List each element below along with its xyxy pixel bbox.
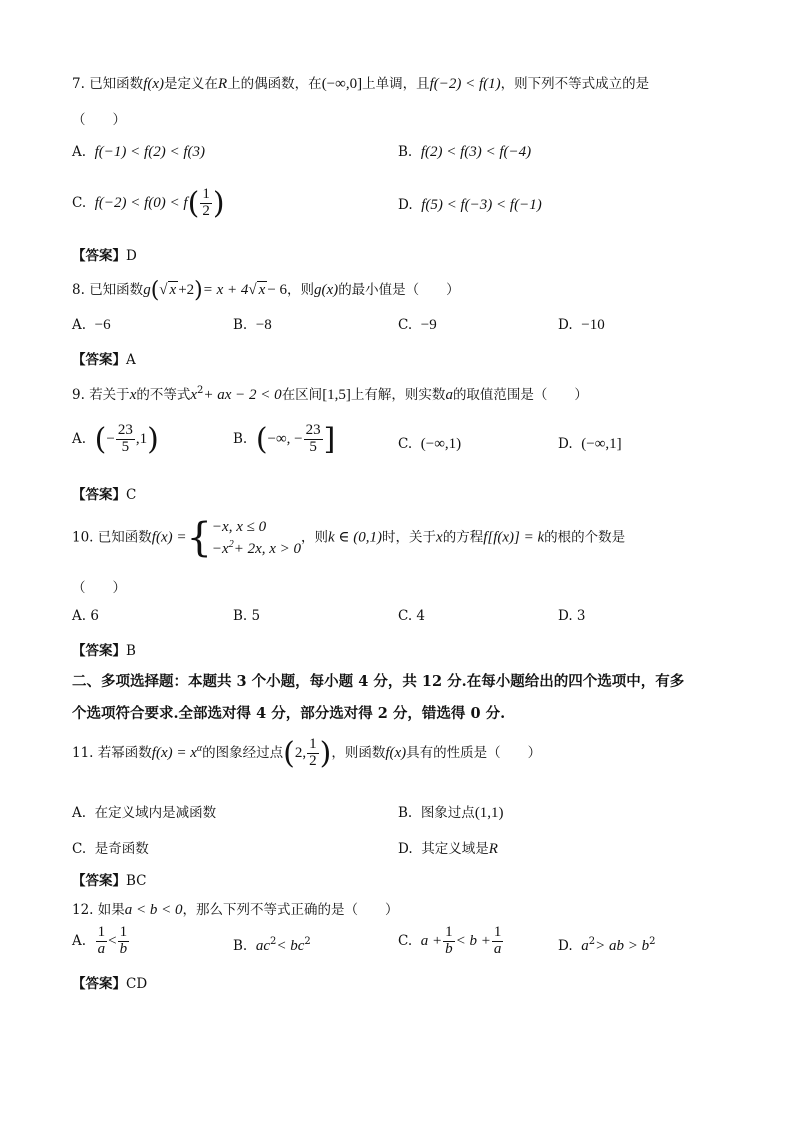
q12-option-a: A. $\frac{1}{a}$ < $\frac{1}{b}$ [72, 924, 128, 957]
q11-answer: 【答案】BC [72, 873, 147, 889]
q12-option-b: B. $ac^2< bc^2$ [233, 936, 311, 954]
section-2-heading-line1: 二、多项选择题：本题共 3 个小题，每小题 4 分，共 12 分.在每小题给出的四个选项中，有多 [72, 673, 685, 690]
q11-option-b: B. 图象过点(1,1) [398, 805, 504, 821]
q9-option-b: B. (−∞, − $\frac{23}{5}$ ] [233, 422, 336, 457]
q12-stem: 12. 如果a < b < 0，那么下列不等式正确的是（ ） [72, 902, 399, 918]
q7-stem: 7. 已知函数f(x)是定义在R上的偶函数，在(−∞,0]上单调，且f(−2) < f(1)，则下列不等式成立的是 [72, 76, 650, 92]
q11-option-d: D. 其定义域是R [398, 841, 498, 857]
q7-option-d: D. f(5) < f(−3) < f(−1) [398, 197, 542, 213]
q10-stem: 10. 已知函数f(x) ={ −x, x ≤ 0 $-x^2+ 2x$, x > 0 ，则k ∈ (0,1)时，关于x的方程f[f(x)] = k的根的个数是 [72, 515, 626, 561]
q8-option-a: A. −6 [72, 317, 111, 333]
q12-option-d: D. $a^2>$ ab > $b^2$ [558, 936, 656, 954]
q9-option-d: D. (−∞,1] [558, 436, 622, 452]
q12-option-c: C. a + $\frac{1}{b}$ < b + $\frac{1}{a}$ [398, 924, 502, 957]
q10-option-a: A. 6 [72, 608, 99, 624]
q9-option-a: A. (− $\frac{23}{5}$ ,1) [72, 422, 159, 457]
q12-answer: 【答案】CD [72, 976, 148, 992]
q11-stem: 11. 若幂函数$f(x) = x^\alpha$的图象经过点(2, $\frac{1}{2}$ )，则函数f(x)具有的性质是（ ） [72, 736, 542, 771]
q7-paren: （ ） [72, 112, 126, 128]
q7-option-a: A. f(−1) < f(2) < f(3) [72, 144, 205, 160]
q10-option-d: D. 3 [558, 608, 586, 624]
section-2-heading-line2: 个选项符合要求.全部选对得 4 分，部分选对得 2 分，错选得 0 分. [72, 705, 506, 722]
q9-option-c: C. (−∞,1) [398, 436, 462, 452]
q8-option-c: C. −9 [398, 317, 437, 333]
q7-answer: 【答案】D [72, 248, 137, 264]
q8-answer: 【答案】A [72, 352, 136, 368]
q7-option-c: C. f(−2) < f(0) < f( $\frac{1}{2}$ ) [72, 186, 225, 221]
q8-option-d: D. −10 [558, 317, 605, 333]
q10-option-b: B. 5 [233, 608, 261, 624]
q11-option-a: A. 在定义域内是减函数 [72, 805, 217, 821]
q7-option-b: B. f(2) < f(3) < f(−4) [398, 144, 532, 160]
q10-answer: 【答案】B [72, 643, 136, 659]
q10-paren: （ ） [72, 580, 126, 596]
q8-option-b: B. −8 [233, 317, 272, 333]
q11-option-c: C. 是奇函数 [72, 841, 149, 857]
q10-option-c: C. 4 [398, 608, 426, 624]
q9-answer: 【答案】C [72, 487, 137, 503]
q8-stem: 8. 已知函数g(√ x +2)= x + 4√ x − 6，则g(x)的最小值是（ ） [72, 278, 460, 303]
q9-stem: 9. 若关于x的不等式$x^2+$ ax − 2 < 0在区间[1,5]上有解，则实数a的取值范围是（ ） [72, 385, 588, 403]
